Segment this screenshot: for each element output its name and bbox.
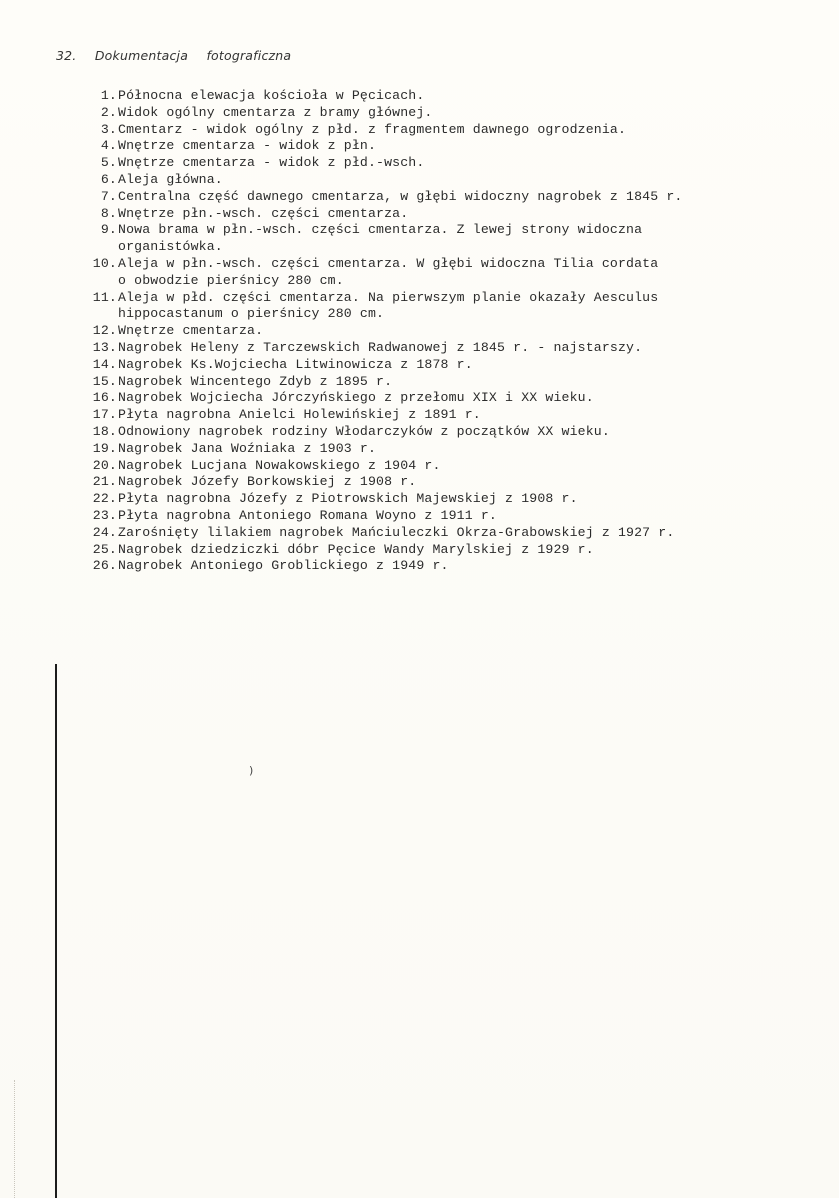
list-item <box>78 458 828 475</box>
item-text <box>117 206 408 223</box>
item-text-line: Centralna część dawnego cmentarza, w głębi widoczny nagrobek z 1845 r. <box>118 188 683 204</box>
list-item <box>78 441 828 458</box>
item-number: 15. <box>92 373 117 389</box>
item-text-line: Nagrobek Józefy Borkowskiej z 1908 r. <box>118 474 417 490</box>
item-number: 6. <box>100 171 117 187</box>
item-text <box>117 122 626 139</box>
list-item <box>78 290 828 324</box>
item-text <box>117 508 497 525</box>
item-text-line: Nagrobek Antoniego Groblickiego z 1949 r. <box>118 558 449 574</box>
item-text <box>117 407 481 424</box>
item-number: 19. <box>92 440 117 456</box>
list-item <box>78 374 828 391</box>
item-number: 17. <box>92 407 117 423</box>
list-item <box>78 558 828 575</box>
list-item <box>78 88 828 105</box>
list-item <box>78 390 828 407</box>
item-text-line: Płyta nagrobna Anielci Holewińskiej z 1891 r. <box>118 407 481 423</box>
item-text-line: Wnętrze cmentarza - widok z płn. <box>118 138 377 154</box>
item-text-continuation: organistówka. <box>118 239 223 255</box>
item-text-line: Wnętrze cmentarza. <box>118 323 264 339</box>
item-text <box>117 222 642 256</box>
item-text <box>117 340 642 357</box>
item-number: 25. <box>92 541 117 557</box>
item-text-line: Zarośnięty lilakiem nagrobek Mańciuleczki Okrza-Grabowskiej z 1927 r. <box>118 524 675 540</box>
item-text-line: Wnętrze cmentarza - widok z płd.-wsch. <box>118 155 425 171</box>
item-text-line: Aleja główna. <box>118 171 223 187</box>
item-text-line: Aleja w płn.-wsch. części cmentarza. W głębi widoczna Tilia cordata <box>118 255 659 271</box>
list-item <box>78 172 828 189</box>
item-text <box>117 374 392 391</box>
item-text <box>117 441 376 458</box>
margin-vertical-rule <box>55 664 57 1198</box>
item-number: 2. <box>100 104 117 120</box>
item-text-continuation: o obwodzie pierśnicy 280 cm. <box>118 272 344 288</box>
item-number: 20. <box>92 457 117 473</box>
item-text-line: Północna elewacja kościoła w Pęcicach. <box>118 88 425 103</box>
item-number: 13. <box>92 339 117 355</box>
list-item <box>78 105 828 122</box>
section-title-part1: Dokumentacja <box>94 48 189 63</box>
list-item <box>78 155 828 172</box>
item-text <box>117 256 658 290</box>
list-item <box>78 122 828 139</box>
list-item <box>78 424 828 441</box>
item-number: 5. <box>100 155 117 171</box>
item-text <box>117 323 263 340</box>
item-number: 22. <box>92 491 117 507</box>
list-item <box>78 542 828 559</box>
item-number: 21. <box>92 474 117 490</box>
item-number: 4. <box>100 138 117 154</box>
list-item <box>78 525 828 542</box>
item-text-line: Nowa brama w płn.-wsch. części cmentarza. Z lewej strony widoczna <box>118 222 643 238</box>
item-text <box>117 558 449 575</box>
item-number: 1. <box>100 88 117 103</box>
item-number: 9. <box>100 222 117 238</box>
list-item <box>78 340 828 357</box>
photo-documentation-list <box>78 88 828 575</box>
item-number: 7. <box>100 188 117 204</box>
list-item <box>78 206 828 223</box>
item-text <box>117 172 223 189</box>
list-item <box>78 474 828 491</box>
item-text-line: Wnętrze płn.-wsch. części cmentarza. <box>118 205 409 221</box>
pencil-mark: ) <box>249 764 254 777</box>
item-number: 24. <box>92 524 117 540</box>
item-text <box>117 474 416 491</box>
item-text-line: Cmentarz - widok ogólny z płd. z fragmentem dawnego ogrodzenia. <box>118 121 627 137</box>
page-edge-mark <box>0 1080 15 1198</box>
list-item <box>78 491 828 508</box>
item-text <box>117 88 424 105</box>
item-text-continuation: hippocastanum o pierśnicy 280 cm. <box>118 306 385 322</box>
item-text <box>117 542 594 559</box>
item-text-line: Nagrobek Jana Woźniaka z 1903 r. <box>118 440 377 456</box>
item-text <box>117 390 594 407</box>
list-item <box>78 323 828 340</box>
item-text-line: Nagrobek Wincentego Zdyb z 1895 r. <box>118 373 393 389</box>
item-text <box>117 290 658 324</box>
item-text <box>117 491 578 508</box>
section-header <box>56 48 291 63</box>
item-text <box>117 458 441 475</box>
item-text-line: Nagrobek Wojciecha Jórczyńskiego z przełomu XIX i XX wieku. <box>118 390 594 406</box>
section-title-part2: fotograficzna <box>206 48 292 63</box>
item-text <box>117 357 473 374</box>
item-number: 12. <box>92 323 117 339</box>
item-text-line: Nagrobek Ks.Wojciecha Litwinowicza z 1878 r. <box>118 356 473 372</box>
item-text <box>117 189 682 206</box>
item-number: 10. <box>92 255 117 271</box>
item-text-line: Nagrobek Lucjana Nowakowskiego z 1904 r. <box>118 457 441 473</box>
list-item <box>78 407 828 424</box>
list-item <box>78 138 828 155</box>
item-number: 3. <box>100 121 117 137</box>
list-item <box>78 256 828 290</box>
item-text <box>117 155 424 172</box>
item-text-line: Aleja w płd. części cmentarza. Na pierwszym planie okazały Aesculus <box>118 289 659 305</box>
item-number: 8. <box>100 205 117 221</box>
list-item <box>78 357 828 374</box>
item-number: 26. <box>92 558 117 574</box>
item-text-line: Nagrobek Heleny z Tarczewskich Radwanowej z 1845 r. - najstarszy. <box>118 339 643 355</box>
list-item <box>78 222 828 256</box>
list-item <box>78 189 828 206</box>
list-item <box>78 508 828 525</box>
item-text-line: Płyta nagrobna Antoniego Romana Woyno z 1911 r. <box>118 507 497 523</box>
item-number: 11. <box>92 289 117 305</box>
item-number: 14. <box>92 356 117 372</box>
item-text-line: Płyta nagrobna Józefy z Piotrowskich Majewskiej z 1908 r. <box>118 491 578 507</box>
item-text <box>117 424 610 441</box>
item-text <box>117 138 376 155</box>
item-text <box>117 105 433 122</box>
item-number: 23. <box>92 507 117 523</box>
item-text <box>117 525 674 542</box>
item-text-line: Nagrobek dziedziczki dóbr Pęcice Wandy Marylskiej z 1929 r. <box>118 541 594 557</box>
item-number: 18. <box>92 423 117 439</box>
section-number: 32. <box>56 48 77 63</box>
item-text-line: Odnowiony nagrobek rodziny Włodarczyków z początków XX wieku. <box>118 423 610 439</box>
item-text-line: Widok ogólny cmentarza z bramy głównej. <box>118 104 433 120</box>
item-number: 16. <box>92 390 117 406</box>
